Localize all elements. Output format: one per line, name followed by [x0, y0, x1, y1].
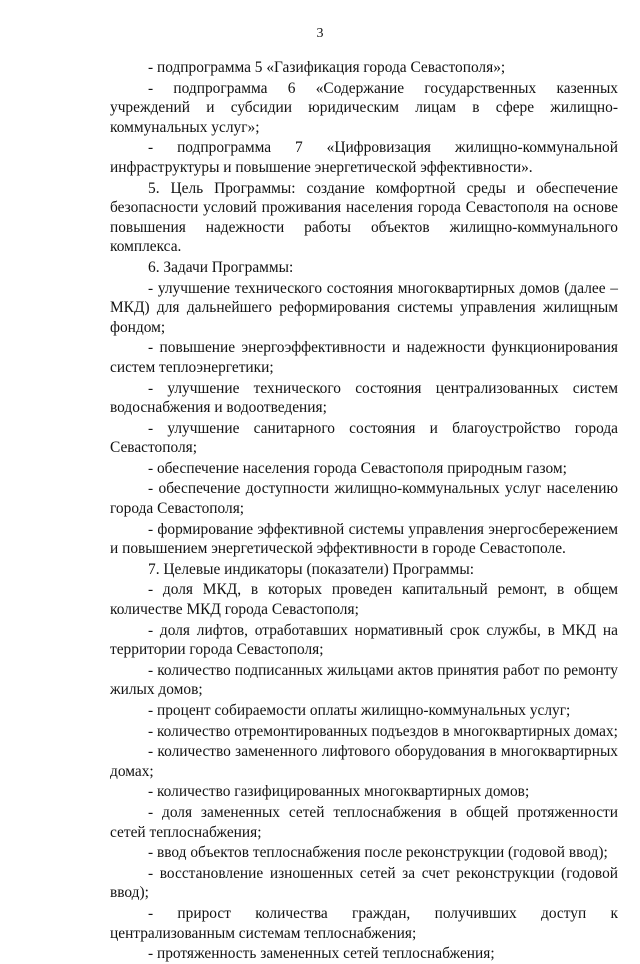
- list-item-task: - улучшение технического состояния многоквартирных домов (далее – МКД) для дальнейшего реформирования системы управления жилищным фондом;: [110, 279, 618, 336]
- list-item-task: - формирование эффективной системы управления энергосбережением и повышением энергетической эффективности в городе Севастополе.: [110, 520, 618, 558]
- list-item-indicator: - доля МКД, в которых проведен капитальный ремонт, в общем количестве МКД города Севастополя;: [110, 581, 618, 619]
- list-item-indicator: - доля лифтов, отработавших нормативный срок службы, в МКД на территории города Севастополя;: [110, 621, 618, 659]
- list-item-indicator: - доля замененных сетей теплоснабжения в общей протяженности сетей теплоснабжения;: [110, 803, 618, 841]
- list-item-indicator: - ввод объектов теплоснабжения после реконструкции (годовой ввод);: [148, 844, 608, 862]
- list-item-indicator: - количество замененного лифтового оборудования в многоквартирных домах;: [110, 743, 618, 780]
- heading-target-indicators: 7. Целевые индикаторы (показатели) Программы:: [148, 560, 474, 578]
- paragraph-subprogram-5: - подпрограмма 5 «Газификация города Севастополя»;: [148, 59, 506, 76]
- list-item-task: - обеспечение населения города Севастополя природным газом;: [148, 459, 567, 477]
- list-item-indicator: - протяженность замененных сетей теплоснабжения;: [148, 945, 495, 963]
- list-item-indicator: - восстановление изношенных сетей за счет реконструкции (годовой ввод);: [110, 864, 618, 902]
- document-body: [110, 58, 618, 964]
- list-item-task: - обеспечение доступности жилищно-коммунальных услуг населению города Севастополя;: [110, 480, 618, 518]
- list-item-indicator: - прирост количества граждан, получивших доступ к централизованным системам теплоснабжения;: [110, 904, 618, 942]
- list-item-indicator: - количество газифицированных многоквартирных домов;: [148, 783, 530, 801]
- paragraph-subprogram-6: - подпрограмма 6 «Содержание государственных казенных учреждений и субсидии юридическим лицам в сфере жилищно-коммунальных услуг»;: [110, 79, 618, 136]
- list-item-task: - улучшение санитарного состояния и благоустройство города Севастополя;: [110, 419, 618, 457]
- heading-program-tasks: 6. Задачи Программы:: [148, 258, 294, 276]
- list-item-indicator: - процент собираемости оплаты жилищно-коммунальных услуг;: [148, 702, 571, 719]
- page-number: 3: [316, 26, 324, 41]
- list-item-task: - повышение энергоэффективности и надежности функционирования систем теплоэнергетики;: [110, 339, 618, 376]
- paragraph-program-goal: 5. Цель Программы: создание комфортной среды и обеспечение безопасности условий проживания населения города Севастополя на основе повышения надежности работы объектов жилищно-коммунального комплекса.: [110, 179, 618, 256]
- paragraph-subprogram-7: - подпрограмма 7 «Цифровизация жилищно-коммунальной инфраструктуры и повышение энергетической эффективности».: [110, 139, 618, 176]
- list-item-indicator: - количество подписанных жильцами актов принятия работ по ремонту жилых домов;: [110, 661, 618, 699]
- list-item-task: - улучшение технического состояния централизованных систем водоснабжения и водоотведения;: [110, 379, 618, 417]
- list-item-indicator: - количество отремонтированных подъездов в многоквартирных домах;: [148, 722, 618, 740]
